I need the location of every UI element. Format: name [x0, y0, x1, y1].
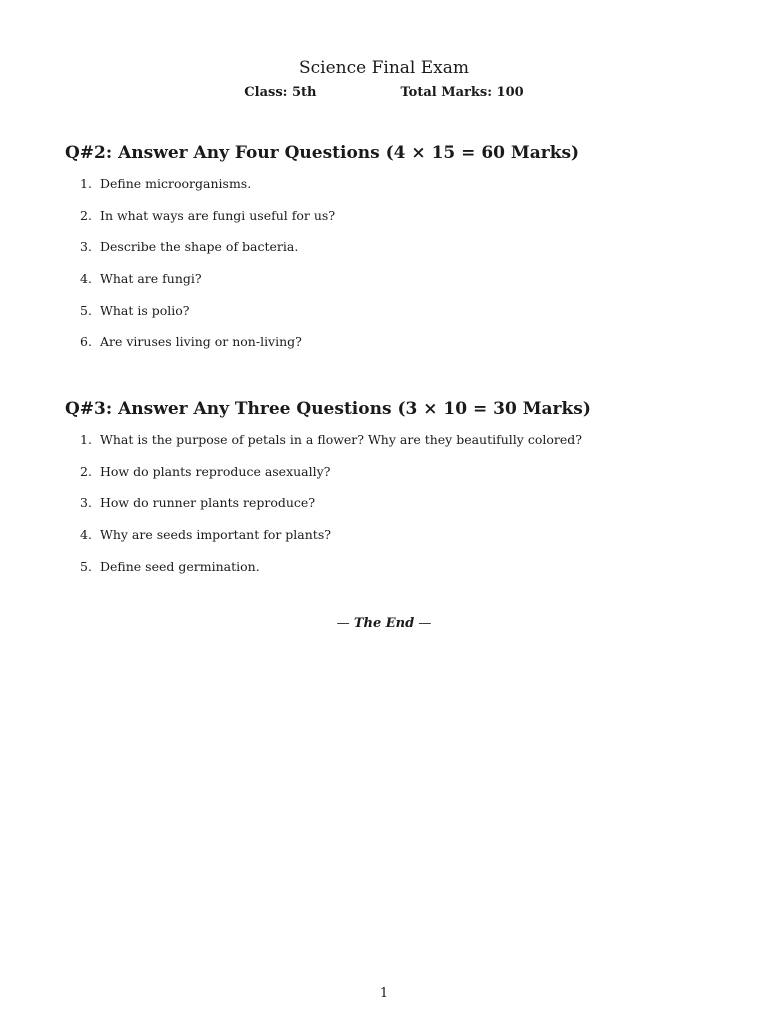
list-item [80, 303, 335, 335]
list-item [80, 334, 335, 366]
exam-title: Science Final Exam [298, 58, 469, 78]
list-item [80, 559, 582, 591]
list-item [80, 527, 582, 559]
list-item [80, 208, 335, 240]
question-number: 4. [80, 271, 92, 287]
list-item [80, 176, 335, 208]
question-number: 1. [80, 432, 92, 447]
end-dash-right: — [418, 616, 432, 631]
question-number: 5. [80, 558, 92, 574]
end-marker [0, 616, 768, 631]
list-item [80, 271, 335, 303]
question-text: How do runner plants reproduce? [100, 495, 316, 511]
question-text: In what ways are fungi useful for us? [100, 207, 336, 223]
question-list-q3 [80, 432, 582, 590]
question-number: 2. [80, 207, 92, 223]
question-list-q2 [80, 176, 335, 366]
end-dash-left: — [336, 616, 350, 631]
question-number: 3. [80, 239, 92, 255]
question-number: 1. [80, 176, 92, 191]
question-text: Define microorganisms. [100, 176, 252, 191]
class-label: Class: 5th [244, 85, 317, 100]
question-number: 6. [80, 334, 92, 350]
list-item [80, 432, 582, 464]
question-text: Describe the shape of bacteria. [100, 239, 299, 255]
question-number: 3. [80, 495, 92, 511]
section-heading-q3: Q#3: Answer Any Three Questions (3 × 10 = 30 Marks) [65, 399, 591, 419]
question-text: Are viruses living or non-living? [100, 334, 302, 350]
question-text: What are fungi? [100, 271, 202, 287]
end-text: The End [353, 616, 415, 631]
list-item [80, 239, 335, 271]
question-text: Why are seeds important for plants? [100, 527, 331, 543]
exam-meta [0, 85, 768, 100]
question-text: How do plants reproduce asexually? [100, 463, 331, 479]
page-number: 1 [379, 986, 389, 1001]
list-item [80, 495, 582, 527]
question-text: What is the purpose of petals in a flower? Why are they beautifully colored? [100, 432, 582, 447]
question-text: Define seed germination. [100, 558, 260, 574]
section-heading-q2: Q#2: Answer Any Four Questions (4 × 15 = 60 Marks) [65, 143, 580, 163]
question-number: 2. [80, 463, 92, 479]
question-number: 5. [80, 302, 92, 318]
total-marks-label: Total Marks: 100 [400, 85, 524, 100]
question-text: What is polio? [100, 302, 190, 318]
list-item [80, 464, 582, 496]
question-number: 4. [80, 527, 92, 543]
